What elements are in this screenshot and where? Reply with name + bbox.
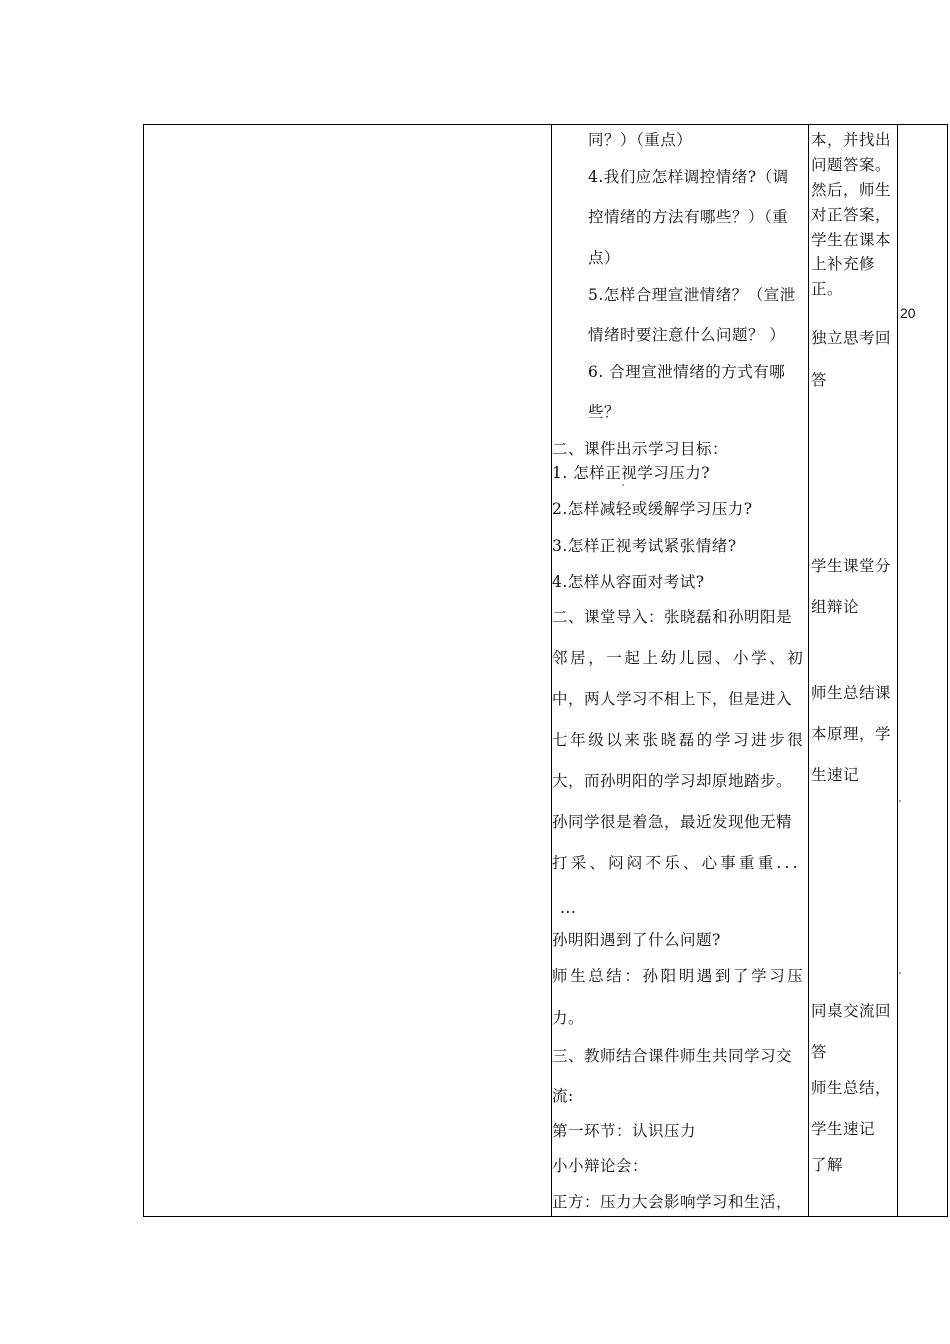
content-line: 孙明阳遇到了什么问题? (552, 931, 721, 949)
activity-line: 师生总结， (811, 1079, 892, 1097)
content-line: 二、课堂导入：张晓磊和孙明阳是 (552, 608, 793, 626)
content-line: 第一环节：认识压力 (552, 1122, 697, 1140)
content-line: 5.怎样合理宣泄情绪？（宣泄 (588, 286, 796, 304)
content-line: 大，而孙明阳的学习却原地踏步。 (552, 772, 793, 790)
content-line: 控情绪的方法有哪些？）（重 (588, 208, 789, 226)
activity-line: 学生课堂分 (811, 557, 892, 575)
activity-line: 学生在课本 (811, 231, 892, 249)
activity-line: 同桌交流回 (811, 1002, 892, 1020)
content-line: 流: (552, 1087, 574, 1105)
content-line: 孙同学很是着急，最近发现他无精 (552, 813, 793, 831)
activity-line: 对正答案， (811, 206, 892, 224)
activity-line: 上补充修 (811, 255, 876, 273)
activity-line: 问题答案。 (811, 156, 892, 174)
column-divider-3 (897, 125, 898, 1216)
content-line: 三、教师结合课件师生共同学习交 (552, 1047, 793, 1065)
activity-line: 答 (811, 1043, 828, 1061)
content-line: 同？）（重点） (588, 131, 693, 149)
content-line: ... (560, 899, 577, 917)
activity-line: 独立思考回 (811, 329, 892, 347)
content-line: 正方：压力大会影响学习和生活， (552, 1193, 793, 1211)
content-line: 七年级以来张晓磊的学习进步很 (552, 731, 806, 749)
content-line: 4.怎样从容面对考试? (552, 573, 705, 591)
activity-line: 答 (811, 371, 828, 389)
scan-speck (899, 972, 901, 974)
activity-line: 学生速记 (811, 1120, 876, 1138)
content-line: 些？ (588, 403, 621, 421)
content-line: 小小辩论会： (552, 1157, 649, 1175)
scan-speck (622, 484, 624, 486)
column-divider-2 (808, 125, 809, 1216)
content-line: 点） (588, 249, 621, 267)
activity-line: 师生总结课 (811, 684, 892, 702)
content-line: 师生总结：孙阳明遇到了学习压 (552, 967, 806, 985)
content-line: 2.怎样减轻或缓解学习压力? (552, 500, 753, 518)
activity-line: 了解 (811, 1156, 844, 1174)
content-line: 中，两人学习不相上下，但是进入 (552, 690, 793, 708)
content-line: 1. 怎样正视学习压力? (552, 464, 711, 482)
content-line: 打采、闷闷不乐、心事重重... (552, 854, 801, 872)
activity-line: 然后，师生 (811, 181, 892, 199)
content-line: 二、课件出示学习目标： (552, 440, 729, 458)
content-line: 4.我们应怎样调控情绪?（调 (588, 168, 789, 186)
content-line: 力。 (552, 1009, 585, 1027)
activity-line: 组辩论 (811, 598, 860, 616)
activity-line: 本原理，学 (811, 725, 892, 743)
content-line: 邻居，一起上幼儿园、小学、初 (552, 649, 806, 667)
content-line: 情绪时要注意什么问题？ ） (588, 326, 786, 344)
scan-speck (899, 800, 901, 802)
activity-line: 生速记 (811, 766, 860, 784)
activity-line: 正。 (811, 280, 844, 298)
content-line: 6. 合理宣泄情绪的方式有哪 (588, 363, 786, 381)
time-minutes: 20 (900, 305, 916, 321)
activity-line: 本，并找出 (811, 131, 892, 149)
content-line: 3.怎样正视考试紧张情绪? (552, 537, 737, 555)
